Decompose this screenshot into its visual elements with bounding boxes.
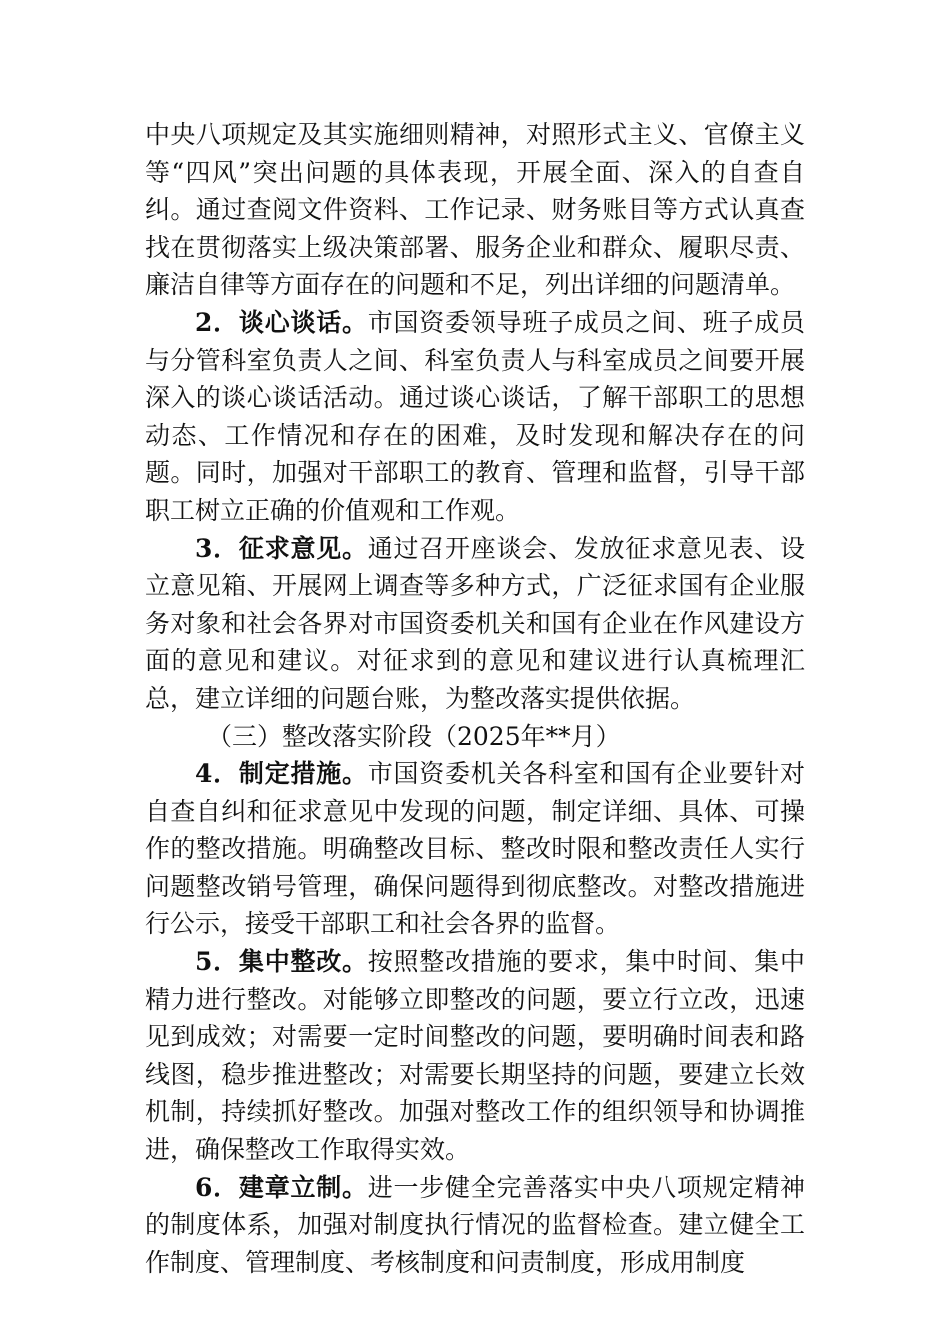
item-text: 市国资委机关各科室和国有企业要针对自查自纠和征求意见中发现的问题，制定详细、具体、可操作的整改措施。明确整改目标、整改时限和整改责任人实行问题整改销号管理，确保问题得到彻底整改。对整改措施进行公示，接受干部职工和社会各界的监督。 — [145, 759, 805, 939]
paragraph-item-6 — [145, 1169, 805, 1282]
item-text: 进一步健全完善落实中央八项规定精神的制度体系，加强对制度执行情况的监督检查。建立健全工作制度、管理制度、考核制度和问责制度，形成用制度 — [145, 1172, 805, 1277]
item-heading: 6．建章立制。 — [195, 1172, 368, 1202]
paragraph-item-2 — [145, 304, 805, 530]
item-heading: 2．谈心谈话。 — [195, 307, 368, 337]
paragraph-continuation: 中央八项规定及其实施细则精神，对照形式主义、官僚主义等“四风”突出问题的具体表现，开展全面、深入的自查自纠。通过查阅文件资料、工作记录、财务账目等方式认真查找在贯彻落实上级决策部署、服务企业和群众、履职尽责、廉洁自律等方面存在的问题和不足，列出详细的问题清单。 — [145, 120, 805, 300]
item-heading: 4．制定措施。 — [195, 759, 368, 789]
paragraph-item-4 — [145, 755, 805, 943]
item-text: 按照整改措施的要求，集中时间、集中精力进行整改。对能够立即整改的问题，要立行立改，迅速见到成效；对需要一定时间整改的问题，要明确时间表和路线图，稳步推进整改；对需要长期坚持的问题，要建立长效机制，持续抓好整改。加强对整改工作的组织领导和协调推进，确保整改工作取得实效。 — [145, 947, 805, 1165]
item-heading: 3．征求意见。 — [195, 533, 368, 563]
paragraph-item-3 — [145, 530, 805, 718]
document-body — [145, 116, 805, 1281]
item-text: 通过召开座谈会、发放征求意见表、设立意见箱、开展网上调查等多种方式，广泛征求国有企业服务对象和社会各界对市国资委机关和国有企业在作风建设方面的意见和建议。对征求到的意见和建议进行认真梳理汇总，建立详细的问题台账，为整改落实提供依据。 — [145, 533, 805, 713]
section-subheading: （三）整改落实阶段（2025年**月） — [207, 721, 621, 751]
paragraph-item-5 — [145, 943, 805, 1169]
item-heading: 5．集中整改。 — [195, 947, 368, 977]
item-text: 市国资委领导班子成员之间、班子成员与分管科室负责人之间、科室负责人与科室成员之间要开展深入的谈心谈话活动。通过谈心谈话，了解干部职工的思想动态、工作情况和存在的困难，及时发现和解决存在的问题。同时，加强对干部职工的教育、管理和监督，引导干部职工树立正确的价值观和工作观。 — [145, 307, 805, 525]
